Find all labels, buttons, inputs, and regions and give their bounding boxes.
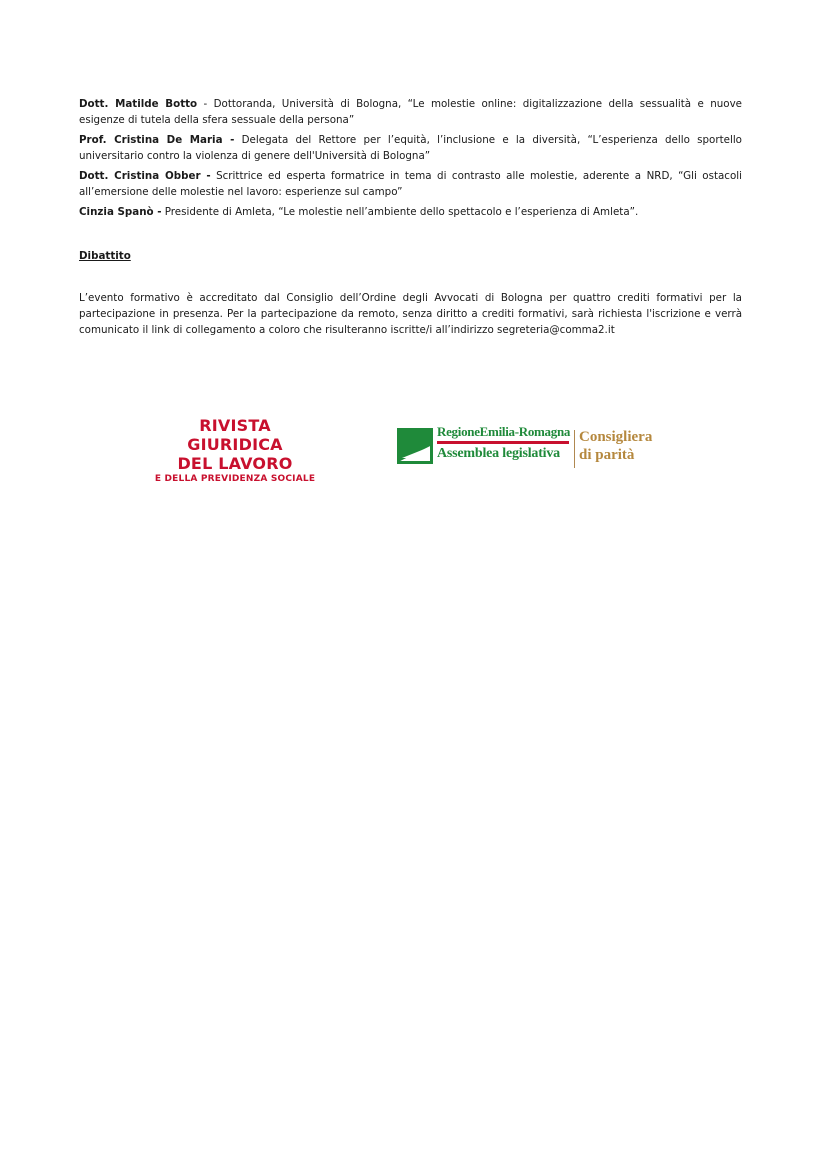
region-emblem-icon	[397, 428, 433, 464]
document-body	[79, 96, 742, 338]
speaker-entry	[79, 204, 742, 220]
logos-row	[0, 416, 819, 484]
consigliera-line1: Consigliera	[579, 429, 653, 445]
speaker-description: - Dottoranda, Università di Bologna, “Le molestie online: digitalizzazione della sessualità e nuove esigenze di tutela della sfera sessuale della persona”	[79, 98, 743, 126]
speaker-description: Presidente di Amleta, “Le molestie nell’ambiente dello spettacolo e l’esperienza di Amleta”.	[161, 206, 639, 218]
region-logo-text	[437, 424, 570, 462]
speaker-description: Scrittrice ed esperta formatrice in tema di contrasto alle molestie, aderente a NRD, “Gli ostacoli all’emersione delle molestie nel lavoro: esperienze sul campo”	[79, 170, 742, 198]
region-logo	[397, 422, 669, 470]
speaker-name: Dott. Cristina Obber -	[79, 170, 211, 182]
speaker-entry	[79, 132, 742, 164]
speaker-name: Dott. Matilde Botto	[79, 98, 198, 110]
speaker-entry	[79, 96, 742, 128]
event-info-paragraph: L’evento formativo è accreditato dal Consiglio dell’Ordine degli Avvocati di Bologna per quattro crediti formativi per la partecipazione in presenza. Per la partecipazione da remoto, senza diritto a crediti formativi, sarà richiesta l'iscrizione e verrà comunicato il link di collegamento a coloro che risulteranno iscritte/i all’indirizzo segreteria@comma2.it	[79, 292, 742, 336]
speaker-name: Cinzia Spanò -	[79, 206, 162, 218]
speaker-name: Prof. Cristina De Maria -	[79, 134, 235, 146]
speaker-description: Delegata del Rettore per l’equità, l’inclusione e la diversità, “L’esperienza dello sportello universitario contro la violenza di genere dell'Università di Bologna”	[79, 134, 742, 162]
rgl-logo-line2: DEL LAVORO	[177, 454, 293, 473]
consigliera-text	[579, 428, 652, 464]
debate-heading: Dibattito	[79, 250, 131, 262]
region-logo-divider	[574, 430, 575, 468]
region-name: RegioneEmilia-Romagna	[437, 424, 571, 439]
rgl-logo-line3: E DELLA PREVIDENZA SOCIALE	[154, 474, 316, 484]
consigliera-line2: di parità	[579, 447, 635, 463]
speaker-entry	[79, 168, 742, 200]
region-logo-bar	[437, 441, 569, 444]
rgl-logo	[152, 416, 318, 485]
assembly-name: Assemblea legislativa	[437, 446, 560, 461]
rgl-logo-line1: RIVISTA GIURIDICA	[187, 416, 283, 454]
